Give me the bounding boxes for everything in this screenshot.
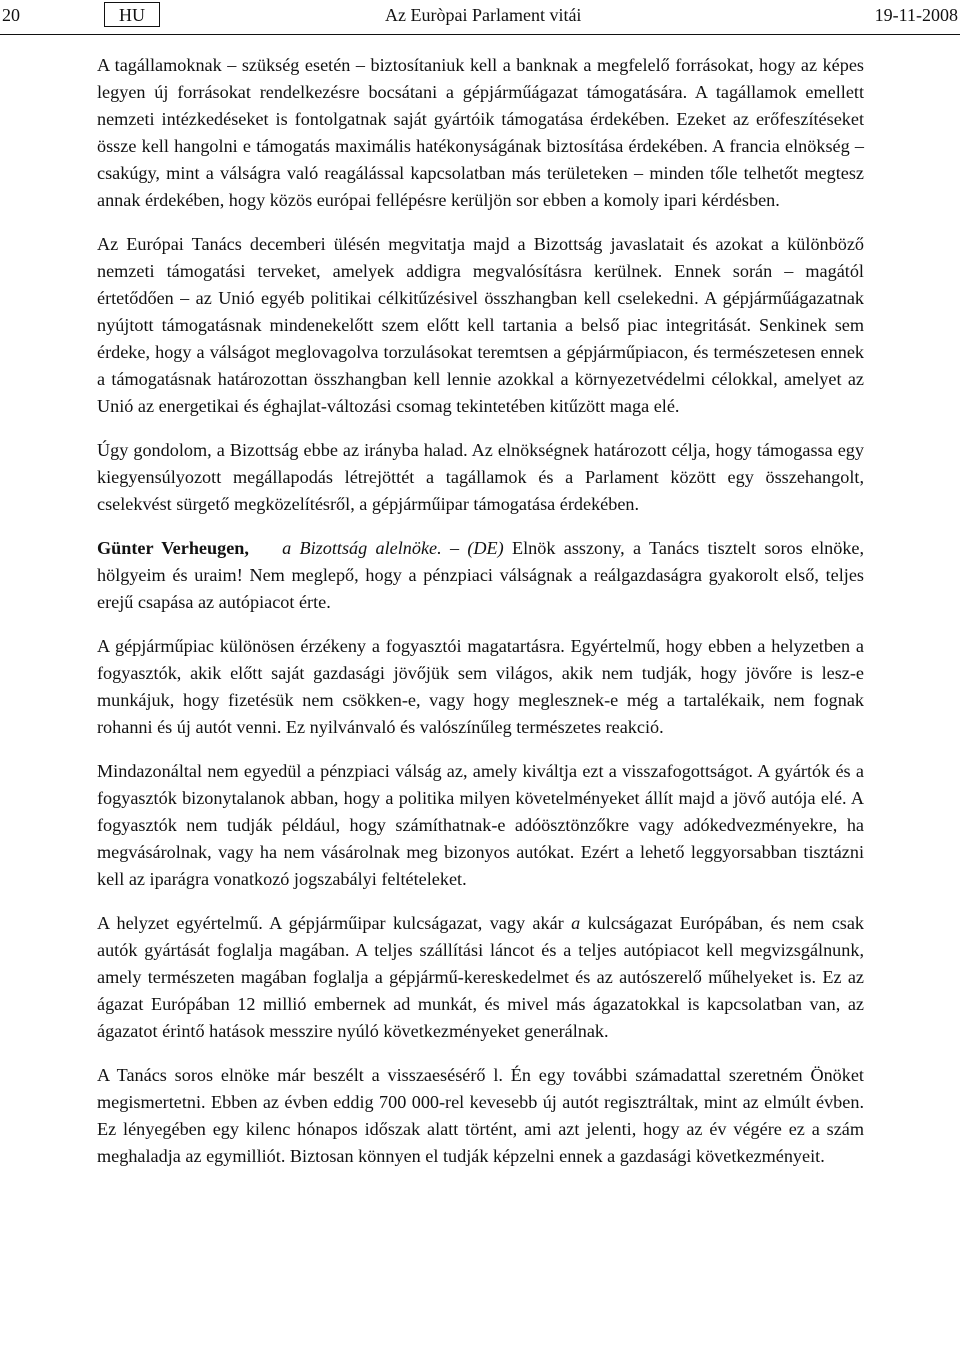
speaker-role: a Bizottság alelnöke. — [282, 538, 442, 558]
paragraph-7-end: kulcságazat Európában, és nem csak autók gyártását foglalja magában. A teljes szállítási láncot és a teljes autópiacot kell megvizsgálnunk, amely természeten magában foglalja a gépjármű-kereskedelmet és az autószerelő műhelyeket is. Ez az ágazat Európában 12 millió embernek ad munkát, és mivel más ágazatokkal is kapcsolatban van, az ágazatot érintő hatások messzire nyúló következményeket generálnak. — [97, 913, 865, 1041]
speaker-name: Günter Verheugen, — [97, 538, 249, 558]
paragraph-8: A Tanács soros elnöke már beszélt a visszaesésérő l. Én egy további számadattal szeretném Önöket megismertetni. Ebben az évben eddig 700 000-rel kevesebb új autót regisztráltak, mint az elmúlt évben. Ez lényegében egy kilenc hónapos időszak alatt történt, ami azt jelenti, hogy az év végére ez a szám meghaladja az egymilliót. Biztosan könnyen el tudják képzelni ennek a gazdasági következményeit. — [97, 1065, 864, 1166]
paragraph-2: Az Európai Tanács decemberi ülésén megvitatja majd a Bizottság javaslatait és azokat a különböző nemzeti támogatási terveket, amelyek addigra megvalósításra kerülnek. Ennek során – magától értetődően – az Unió egyéb politikai célkitűzésivel összhangban kell cselekedni. A gépjárműágazatnak nyújtott támogatásnak mindenekelőtt szem előtt kell tartania a belső piac integritását. Senkinek sem érdeke, hogy a válságot meglovagolva torzulásokat teremtsen a gépjárműpiacon, és természetesen ennek a támogatásnak határozottan összhangban kell lennie azokkal a környezetvédelmi célokkal, amelyet az Unió az energetikai és éghajlat-változási csomag tekintetében kitűzött maga elé. — [97, 234, 864, 416]
speech-paragraph: Günter Verheugen, a Bizottság alelnöke. – (DE) Elnök asszony, a Tanács tisztelt soros elnöke, hölgyeim és uraim! Nem meglepő, hogy a pénzpiaci válságnak a reálgazdaságra gyakorolt első, teljes erejű csapása az autópiacot érte. — [97, 538, 865, 612]
paragraph-3: Úgy gondolom, a Bizottság ebbe az irányba halad. Az elnökségnek határozott célja, hogy támogassa egy kiegyensúlyozott megállapodás létrejöttét a tagállamok és a Parlament között egy összehangolt, cselekvést sürgető megközelítésről, a gépjárműipar támogatása érdekében. — [97, 440, 864, 514]
speech-language-tag: (DE) — [467, 538, 504, 558]
speech-opening: Elnök asszony, a Tanács tisztelt soros elnöke, hölgyeim és uraim! Nem meglepő, hogy a pénzpiaci válságnak a reálgazdaságra gyakorolt első, teljes erejű csapása az autópiacot érte. — [97, 538, 865, 612]
page-number: 20 — [2, 5, 20, 25]
paragraph-1: A tagállamoknak – szükség esetén – biztosítaniuk kell a banknak a megfelelő forrásokat, hogy az képes legyen új forrásokat rendelkezésre bocsátani a gépjárműágazat támogatására. A tagállamok emellett nemzeti intézkedéseket is fontolgatnak saját gyártóik támogatása érdekében. Ezeket az erőfeszítéseket össze kell hangolni e támogatás maximális hatékonyságának biztosítása érdekében. A francia elnökség – csakúgy, mint a válságra való reagálással kapcsolatban más területeken – minden tőle telhetőt megtesz annak érdekében, hogy közös európai fellépésre kerüljön sor ebben a komoly ipari kérdésben. — [97, 55, 864, 210]
publication-title: Az Euròpai Parlament vitái — [385, 5, 582, 25]
paragraph-6: Mindazonáltal nem egyedül a pénzpiaci válság az, amely kiváltja ezt a visszafogottságot. A gyártók és a fogyasztók bizonytalanok abban, hogy a politika milyen követelményeket állít majd a jövő autója elé. A fogyasztók nem tudják például, hogy számíthatnak-e adóösztönzőkre vagy adókedvezményekre, ha megvásárolnak, vagy ha nem vásárolnak meg bizonyos autókat. Ezért a lehető leggyorsabban tisztázni kell az iparágra vonatkozó jogszabályi feltételeket. — [97, 761, 864, 889]
language-code-box: HU — [104, 2, 160, 27]
paragraph-7-start: A helyzet egyértelmű. A gépjárműipar kulcságazat, vagy akár — [97, 913, 564, 933]
paragraph-7 — [97, 910, 864, 1045]
paragraph-7-italic: a — [571, 913, 581, 933]
document-body — [97, 52, 864, 1187]
header-rule — [0, 34, 960, 35]
paragraph-5: A gépjárműpiac különösen érzékeny a fogyasztói magatartásra. Egyértelmű, hogy ebben a helyzetben a fogyasztók, akik előtt saját gazdasági jövőjük sem világos, akik nem tudják, hogy jövőre is lesz-e munkájuk, hogy fizetésük nem csökken-e, vagy hogy meglesznek-e még a tartalékaik, nem fognak rohanni és új autót venni. Ez nyilvánvaló és valószínűleg természetes reakció. — [97, 636, 864, 737]
page-header — [0, 0, 960, 34]
publication-date: 19-11-2008 — [874, 5, 958, 25]
